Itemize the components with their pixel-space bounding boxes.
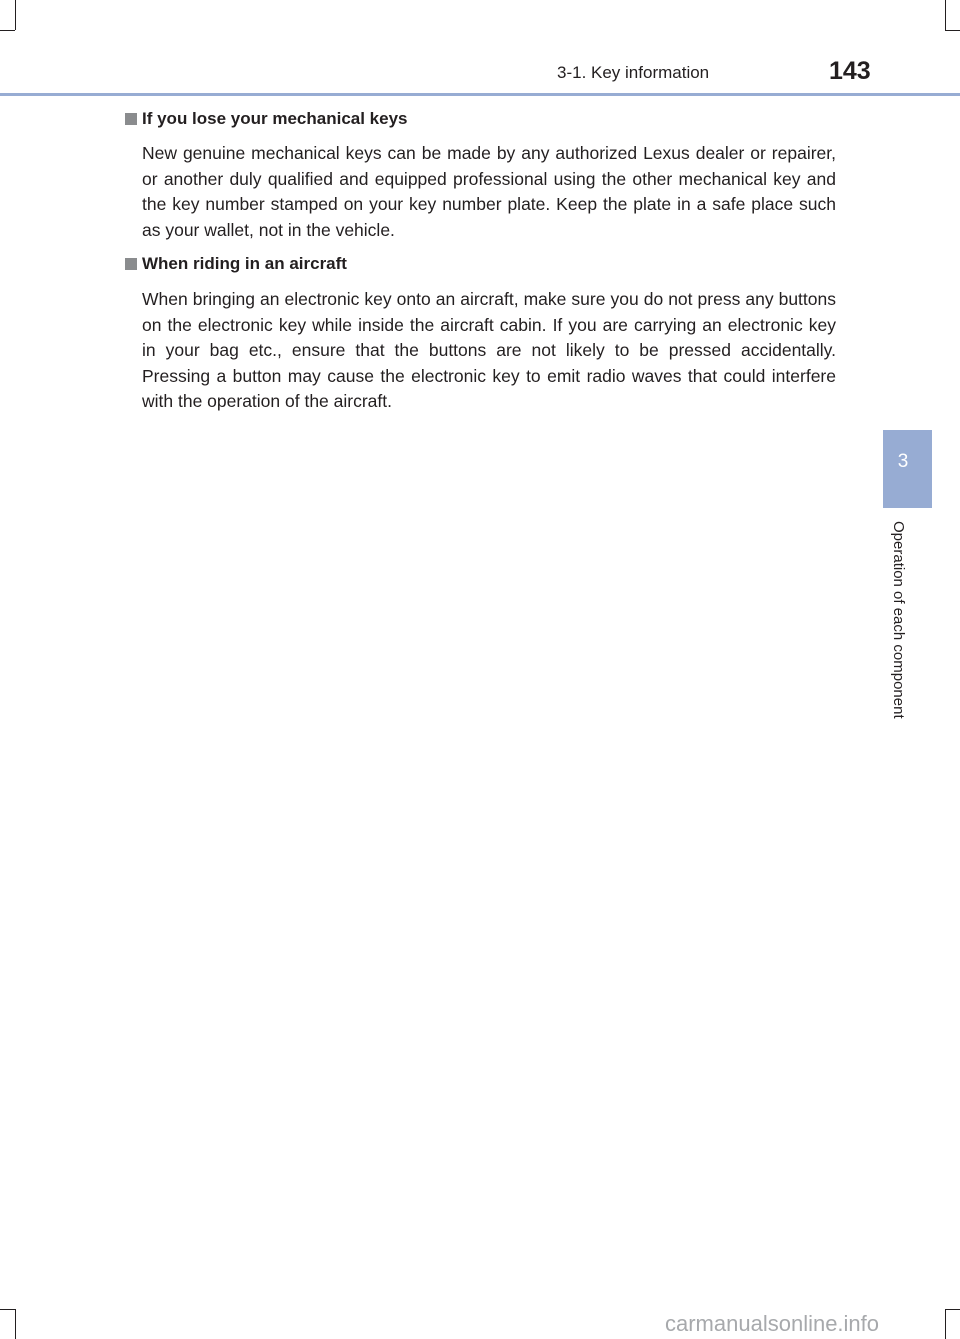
- crop-mark-bottom-left-horizontal: [0, 1309, 15, 1310]
- crop-mark-top-right-horizontal: [945, 30, 960, 31]
- page-number: 143: [829, 57, 871, 85]
- section-heading: [125, 107, 408, 131]
- section-heading-text: If you lose your mechanical keys: [142, 109, 408, 128]
- header-rule: [0, 93, 960, 96]
- section-body: New genuine mechanical keys can be made by any authorized Lexus dealer or repairer, or another duly qualified and equipped professional using the other mechanical key and the key number stamped on your key number plate. Keep the plate in a safe place such as your wallet, not in the vehicle.: [142, 143, 836, 240]
- crop-mark-top-left-horizontal: [0, 30, 15, 31]
- section-body: When bringing an electronic key onto an aircraft, make sure you do not press any buttons on the electronic key while inside the aircraft cabin. If you are carrying an electronic key in your bag etc., ensure that the buttons are not likely to be pressed accidentally. Pressing a button may cause the electronic key to emit radio waves that could interfere with the operation of the aircraft.: [142, 289, 836, 411]
- crop-mark-bottom-right-horizontal: [945, 1309, 960, 1310]
- section-heading-text: When riding in an aircraft: [142, 254, 347, 273]
- watermark: carmanualsonline.info: [665, 1311, 880, 1336]
- crop-mark-bottom-right-vertical: [945, 1309, 946, 1339]
- square-bullet-icon: [125, 258, 137, 270]
- crop-mark-bottom-left-vertical: [15, 1309, 16, 1339]
- crop-mark-top-right-vertical: [945, 0, 946, 30]
- crop-mark-top-left-vertical: [15, 0, 16, 30]
- square-bullet-icon: [125, 113, 137, 125]
- chapter-title: Operation of each component: [890, 521, 907, 719]
- section-heading: [125, 252, 347, 276]
- running-header-section: 3-1. Key information: [557, 63, 710, 82]
- chapter-number: 3: [897, 451, 909, 472]
